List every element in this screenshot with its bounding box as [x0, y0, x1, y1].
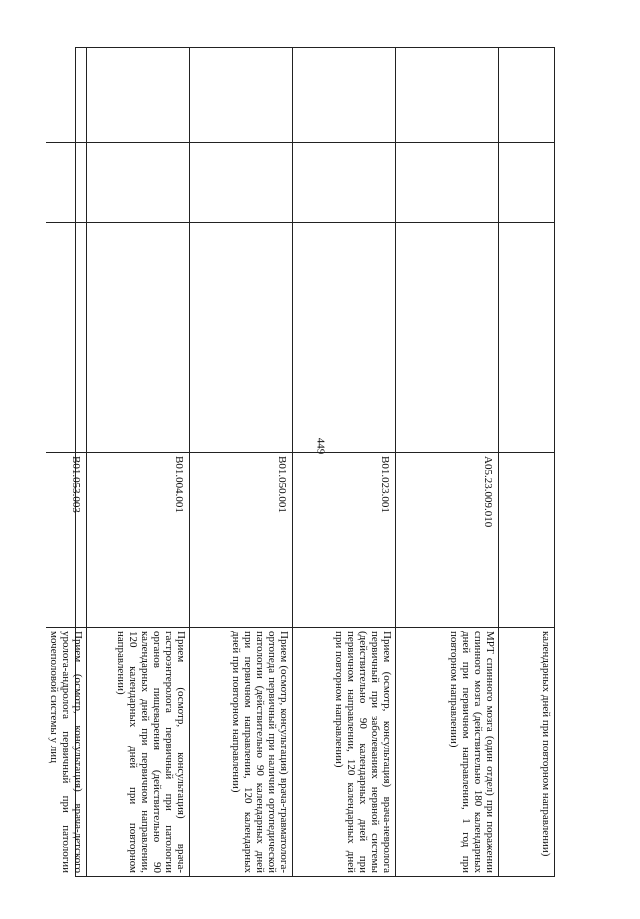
- table-cell-empty: [190, 223, 292, 453]
- table-cell-empty: [190, 143, 292, 223]
- service-code-cell: B01.053.003: [46, 453, 86, 628]
- table-cell-empty: [87, 48, 189, 143]
- service-code-cell: [499, 453, 554, 628]
- table-row: [189, 48, 292, 876]
- table-cell-empty: [293, 223, 395, 453]
- table-cell-empty: [46, 223, 86, 453]
- service-description-cell: календарных дней при повторном направлении): [540, 631, 552, 857]
- table-cell-empty: [396, 48, 498, 143]
- table-row: [46, 48, 86, 876]
- table-row: [498, 48, 554, 876]
- service-description-cell: Прием (осмотр, консультация) врача-травматолога-ортопеда первичный при наличии ортопедической патологии (действительно 90 календарных дней при первичном направлении, 120 календарных дней при повторном направлении): [230, 631, 290, 873]
- service-code-cell: B01.050.001: [190, 453, 292, 628]
- table-cell-empty: [46, 48, 86, 143]
- table-cell-empty: [293, 143, 395, 223]
- table-cell-empty: [46, 143, 86, 223]
- table-row: [395, 48, 498, 876]
- service-code-cell: B01.023.001: [293, 453, 395, 628]
- service-code-cell: A05.23.009.010: [396, 453, 498, 628]
- service-description-cell: Прием (осмотр, консультация) врача-невролога первичный при заболеваниях нервной системы (действительно 90 календарных дней при первичном направлении, 120 календарных дней при повторном направлении): [333, 631, 393, 873]
- table-row: [292, 48, 395, 876]
- table-cell-empty: [87, 223, 189, 453]
- table-cell-empty: [499, 223, 554, 453]
- table-cell-empty: [190, 48, 292, 143]
- service-description-cell: Прием (осмотр, консультация) врача-детского уролога-андролога первичный при патологии мочеполовой системы у лиц: [48, 631, 84, 873]
- table-cell-empty: [396, 223, 498, 453]
- table-cell-empty: [499, 48, 554, 143]
- table-row: [86, 48, 189, 876]
- service-description-cell: МРТ спинного мозга (один отдел) при поражении спинного мозга (действительно 180 календарных дней при первичном направлении, 1 год при повторном направлении): [448, 631, 496, 873]
- table-cell-empty: [396, 143, 498, 223]
- service-code-cell: B01.004.001: [87, 453, 189, 628]
- service-description-cell: Прием (осмотр, консультация) врача-гастроэнтеролога первичный при патологии органов пищеварения (действительно 90 календарных дней при первичном направлении, 120 календарных дней при повторном направлении): [115, 631, 187, 873]
- table-cell-empty: [499, 143, 554, 223]
- table-cell-empty: [293, 48, 395, 143]
- services-table: [48, 47, 555, 877]
- page-number: 449: [314, 437, 326, 455]
- table-cell-empty: [87, 143, 189, 223]
